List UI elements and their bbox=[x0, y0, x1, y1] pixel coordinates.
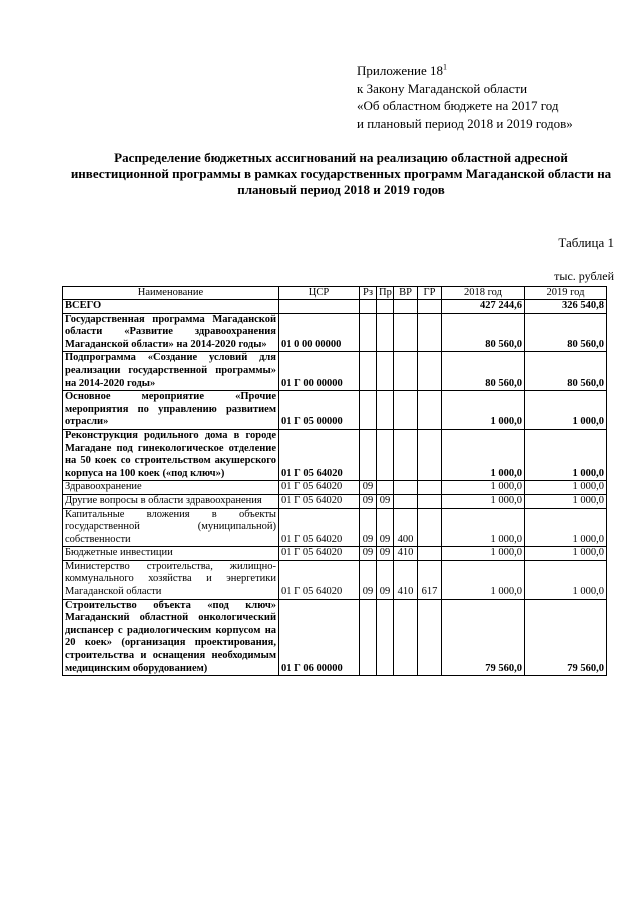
row-pr bbox=[377, 313, 394, 352]
row-vr bbox=[394, 313, 418, 352]
row-pr: 09 bbox=[377, 560, 394, 599]
row-2019: 1 000,0 bbox=[525, 429, 607, 480]
row-gr bbox=[418, 599, 442, 676]
row-2018: 1 000,0 bbox=[442, 547, 525, 561]
table-header-row bbox=[63, 287, 607, 300]
document-title: Распределение бюджетных ассигнований на реализацию областной адресной инвестиционной программы в рамках государственных программ Магаданской области на плановый период 2018 и 2019 годов bbox=[70, 150, 612, 197]
table-row bbox=[63, 391, 607, 430]
row-vr: 410 bbox=[394, 560, 418, 599]
table-row bbox=[63, 429, 607, 480]
row-rz: 09 bbox=[360, 508, 377, 547]
row-rz bbox=[360, 391, 377, 430]
row-2018: 1 000,0 bbox=[442, 391, 525, 430]
row-rz: 09 bbox=[360, 494, 377, 508]
row-gr bbox=[418, 494, 442, 508]
table-row bbox=[63, 352, 607, 391]
row-2019: 80 560,0 bbox=[525, 313, 607, 352]
row-2019: 79 560,0 bbox=[525, 599, 607, 676]
row-csr: 01 Г 05 64020 bbox=[279, 560, 360, 599]
row-pr: 09 bbox=[377, 508, 394, 547]
row-csr: 01 Г 05 64020 bbox=[279, 508, 360, 547]
row-pr: 09 bbox=[377, 494, 394, 508]
row-csr: 01 Г 05 64020 bbox=[279, 547, 360, 561]
row-2018: 1 000,0 bbox=[442, 560, 525, 599]
row-rz bbox=[360, 313, 377, 352]
appendix-line-3: «Об областном бюджете на 2017 год bbox=[357, 98, 559, 113]
row-name: Министерство строительства, жилищно-коммунального хозяйства и энергетики Магаданской области bbox=[63, 560, 279, 599]
row-gr bbox=[418, 508, 442, 547]
row-gr bbox=[418, 352, 442, 391]
row-rz bbox=[360, 599, 377, 676]
units-label: тыс. рублей bbox=[554, 269, 614, 283]
row-2018: 427 244,6 bbox=[442, 300, 525, 314]
row-name: Основное мероприятие «Прочие мероприятия по управлению развитием отрасли» bbox=[63, 391, 279, 430]
appendix-line-2: к Закону Магаданской области bbox=[357, 80, 528, 96]
col-header-gr: ГР bbox=[418, 287, 442, 300]
row-name: Бюджетные инвестиции bbox=[63, 547, 279, 561]
table-row bbox=[63, 508, 607, 547]
row-vr bbox=[394, 429, 418, 480]
row-name: ВСЕГО bbox=[63, 300, 279, 314]
row-gr bbox=[418, 313, 442, 352]
col-header-pr: Пр bbox=[377, 287, 394, 300]
row-vr bbox=[394, 481, 418, 495]
row-pr bbox=[377, 352, 394, 391]
col-header-vr: ВР bbox=[394, 287, 418, 300]
col-header-2019: 2019 год bbox=[525, 287, 607, 300]
row-2019: 1 000,0 bbox=[525, 391, 607, 430]
row-2019: 1 000,0 bbox=[525, 547, 607, 561]
row-2019: 1 000,0 bbox=[525, 508, 607, 547]
col-header-csr: ЦСР bbox=[279, 287, 360, 300]
table-row bbox=[63, 494, 607, 508]
col-header-2018: 2018 год bbox=[442, 287, 525, 300]
row-gr: 617 bbox=[418, 560, 442, 599]
row-rz bbox=[360, 429, 377, 480]
appendix-header bbox=[357, 62, 573, 132]
row-pr bbox=[377, 300, 394, 314]
row-vr: 400 bbox=[394, 508, 418, 547]
row-vr bbox=[394, 494, 418, 508]
row-2019: 80 560,0 bbox=[525, 352, 607, 391]
row-name: Строительство объекта «под ключ» Магаданский областной онкологический диспансер с радиологическим корпусом на 20 коек» (организация проектирования, строительства и оснащения необходимым медицинским оборудованием) bbox=[63, 599, 279, 676]
row-pr bbox=[377, 429, 394, 480]
row-gr bbox=[418, 481, 442, 495]
row-rz: 09 bbox=[360, 560, 377, 599]
row-2019: 326 540,8 bbox=[525, 300, 607, 314]
table-label: Таблица 1 bbox=[558, 235, 614, 250]
appendix-superscript: 1 bbox=[443, 62, 448, 72]
table-row bbox=[63, 300, 607, 314]
row-rz: 09 bbox=[360, 547, 377, 561]
row-gr bbox=[418, 391, 442, 430]
row-name: Другие вопросы в области здравоохранения bbox=[63, 494, 279, 508]
budget-table bbox=[62, 286, 607, 676]
row-csr: 01 Г 06 00000 bbox=[279, 599, 360, 676]
row-csr: 01 Г 05 64020 bbox=[279, 494, 360, 508]
row-csr bbox=[279, 300, 360, 314]
table-row bbox=[63, 313, 607, 352]
row-2019: 1 000,0 bbox=[525, 560, 607, 599]
row-pr: 09 bbox=[377, 547, 394, 561]
row-2018: 79 560,0 bbox=[442, 599, 525, 676]
row-name: Капитальные вложения в объекты государственной (муниципальной) собственности bbox=[63, 508, 279, 547]
row-vr bbox=[394, 391, 418, 430]
table-row bbox=[63, 547, 607, 561]
row-pr bbox=[377, 481, 394, 495]
row-rz: 09 bbox=[360, 481, 377, 495]
row-rz bbox=[360, 300, 377, 314]
row-2018: 1 000,0 bbox=[442, 494, 525, 508]
row-vr bbox=[394, 599, 418, 676]
row-gr bbox=[418, 429, 442, 480]
row-name: Здравоохранение bbox=[63, 481, 279, 495]
table-row bbox=[63, 599, 607, 676]
row-pr bbox=[377, 599, 394, 676]
row-vr: 410 bbox=[394, 547, 418, 561]
row-csr: 01 Г 05 00000 bbox=[279, 391, 360, 430]
appendix-line-1: Приложение $18^1$ bbox=[357, 62, 448, 78]
table-row bbox=[63, 481, 607, 495]
row-2019: 1 000,0 bbox=[525, 481, 607, 495]
row-name: Реконструкция родильного дома в городе Магадане под гинекологическое отделение на 50 коек со строительством акушерского корпуса на 100 коек («под ключ») bbox=[63, 429, 279, 480]
row-vr bbox=[394, 300, 418, 314]
row-csr: 01 Г 05 64020 bbox=[279, 481, 360, 495]
row-gr bbox=[418, 547, 442, 561]
row-vr bbox=[394, 352, 418, 391]
col-header-name: Наименование bbox=[63, 287, 279, 300]
row-2018: 1 000,0 bbox=[442, 429, 525, 480]
row-gr bbox=[418, 300, 442, 314]
row-csr: 01 0 00 00000 bbox=[279, 313, 360, 352]
row-2019: 1 000,0 bbox=[525, 494, 607, 508]
row-2018: 1 000,0 bbox=[442, 481, 525, 495]
appendix-line-4: и плановый период 2018 и 2019 годов» bbox=[357, 115, 573, 131]
row-name: Государственная программа Магаданской области «Развитие здравоохранения Магаданской области» на 2014-2020 годы» bbox=[63, 313, 279, 352]
row-name: Подпрограмма «Создание условий для реализации государственной программы» на 2014-2020 годы» bbox=[63, 352, 279, 391]
col-header-rz: Рз bbox=[360, 287, 377, 300]
table-row bbox=[63, 560, 607, 599]
row-pr bbox=[377, 391, 394, 430]
row-2018: 80 560,0 bbox=[442, 313, 525, 352]
row-csr: 01 Г 05 64020 bbox=[279, 429, 360, 480]
row-rz bbox=[360, 352, 377, 391]
row-csr: 01 Г 00 00000 bbox=[279, 352, 360, 391]
row-2018: 1 000,0 bbox=[442, 508, 525, 547]
row-2018: 80 560,0 bbox=[442, 352, 525, 391]
